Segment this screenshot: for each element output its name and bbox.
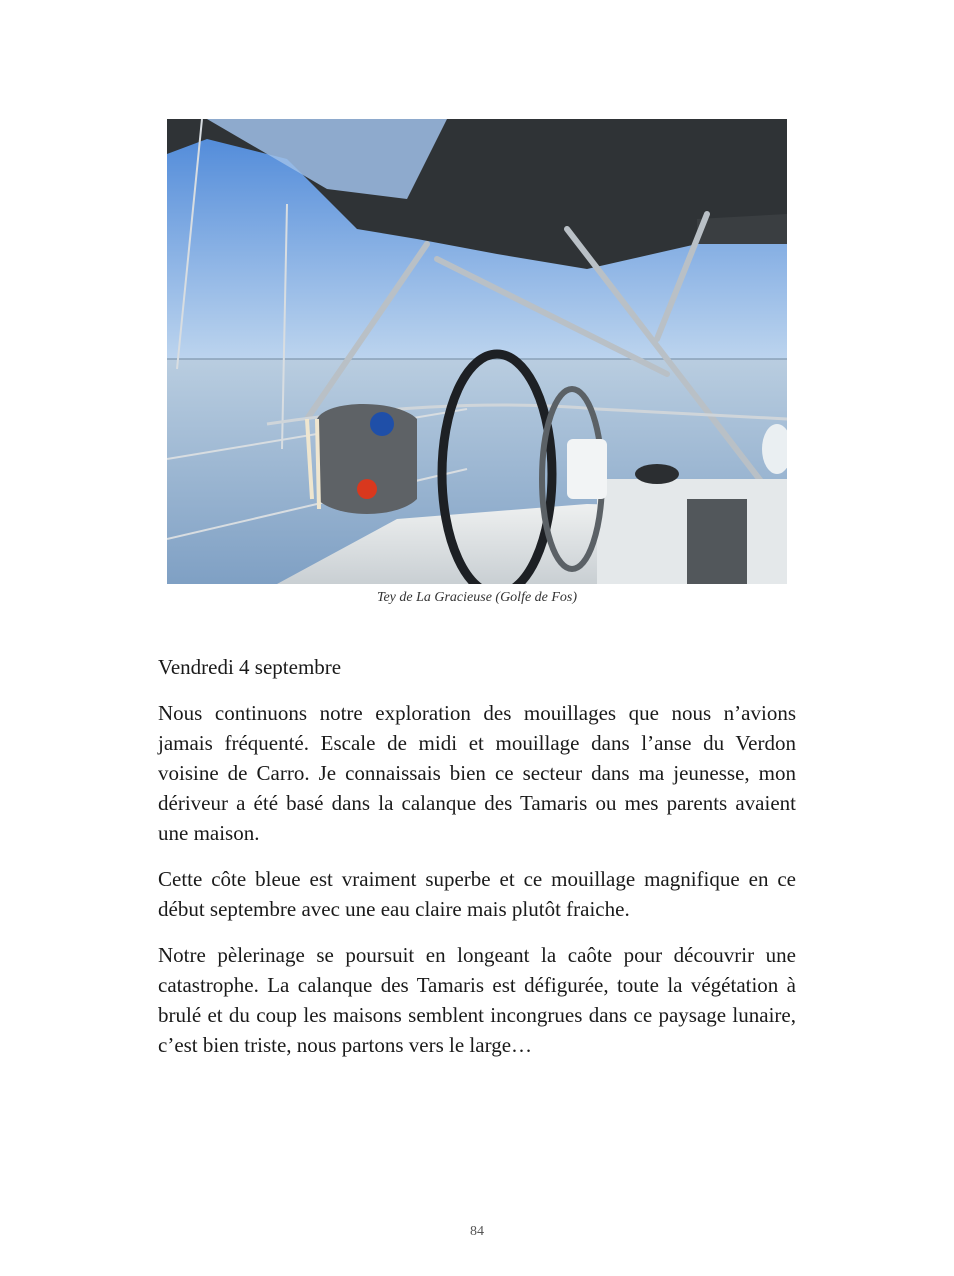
page-number: 84 — [470, 1224, 484, 1239]
sailboat-photo — [167, 119, 787, 584]
paragraph: Cette côte bleue est vraiment superbe et ce mouillage magnifique en ce début septembre avec une eau claire mais plutôt fraiche. — [158, 867, 796, 921]
entry-body — [158, 698, 796, 1076]
figure-caption: Tey de La Gracieuse (Golfe de Fos) — [376, 590, 578, 605]
entry-date: Vendredi 4 septembre — [158, 655, 342, 679]
paragraph: Nous continuons notre exploration des mouillages que nous n’avions jamais fréquenté. Escale de midi et mouillage dans l’anse du Verdon voisine de Carro. Je connaissais bien ce secteur dans ma jeunesse, mon dériveur a été basé dans la calanque des Tamaris ou mes parents avaient une maison. — [158, 701, 796, 845]
paragraph: Notre pèlerinage se poursuit en longeant la caôte pour découvrir une catastrophe. La calanque des Tamaris est défigurée, toute la végétation à brulé et du coup les maisons semblent incongrues dans ce paysage lunaire, c’est bien triste, nous partons vers le large… — [158, 943, 796, 1057]
